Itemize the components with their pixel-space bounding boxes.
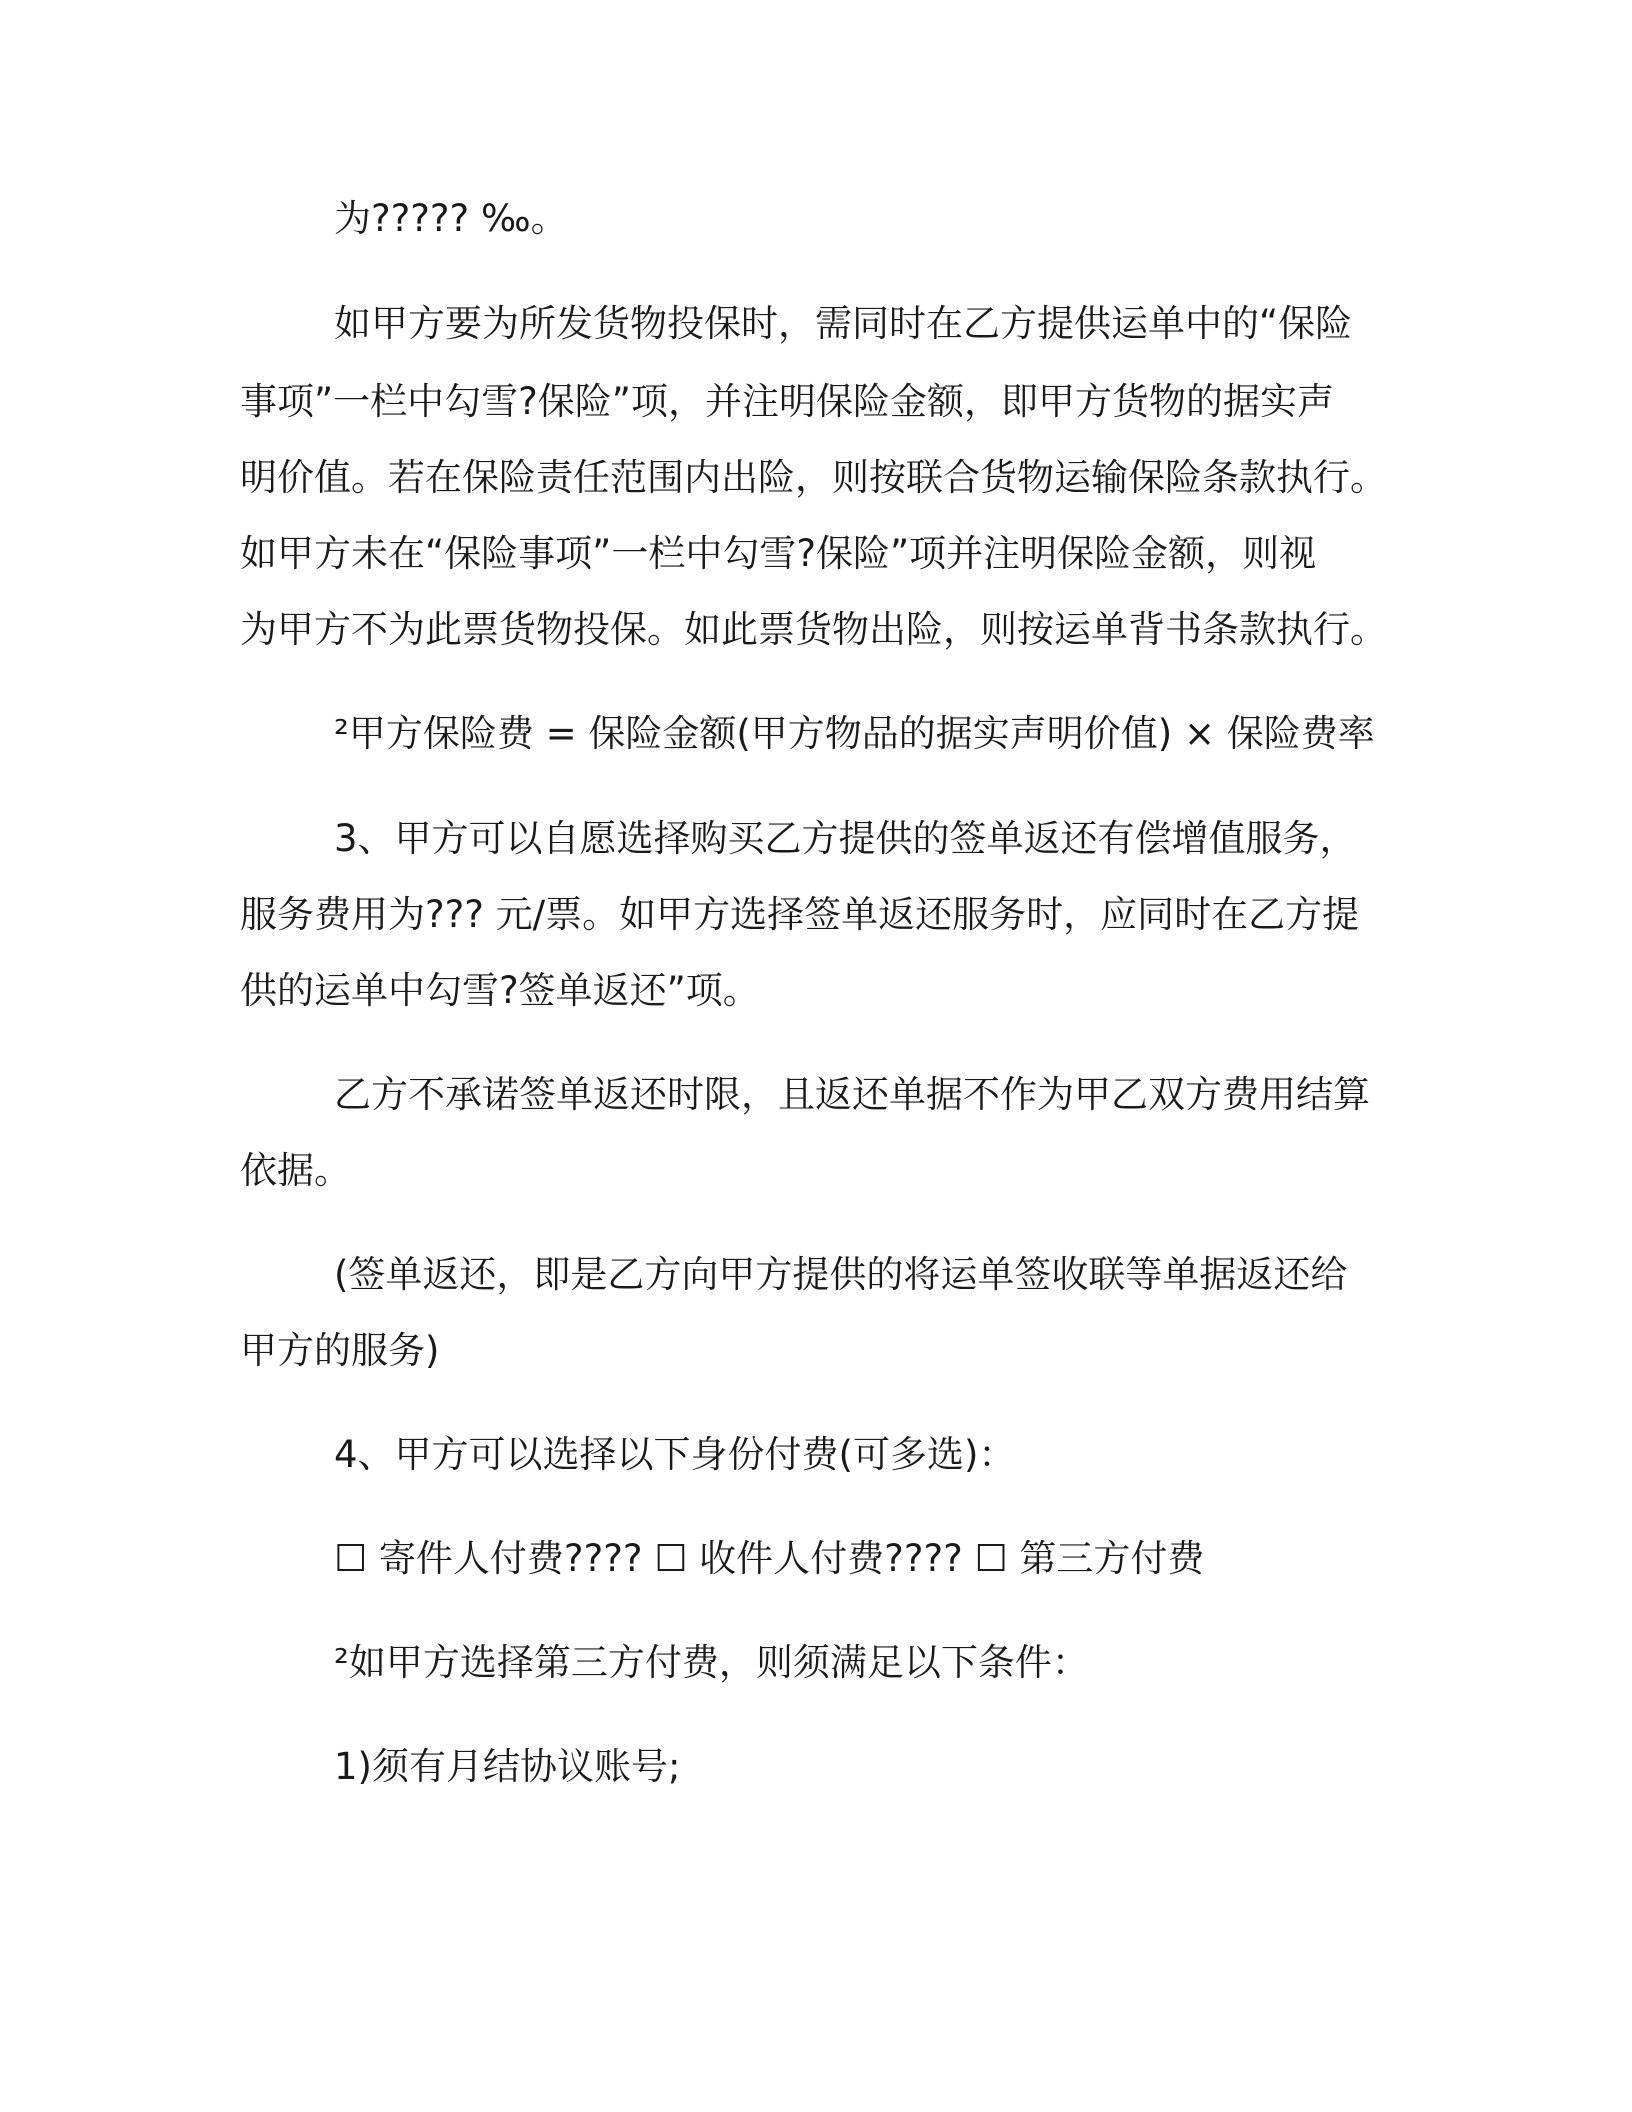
text-line: 4、甲方可以选择以下身份付费(可多选)： [334, 1433, 1016, 1476]
text-line: ²如甲方选择第三方付费，则须满足以下条件： [334, 1641, 1089, 1684]
text-line: 事项”一栏中勾雪?保险”项，并注明保险金额，即甲方货物的据实声 [240, 380, 1334, 423]
text-line: 为甲方不为此票货物投保。如此票货物出险，则按运单背书条款执行。 [240, 608, 1387, 651]
text-line: 乙方不承诺签单返还时限，且返还单据不作为甲乙双方费用结算 [334, 1073, 1370, 1116]
text-line: 依据。 [240, 1149, 351, 1192]
text-line: 供的运单中勾雪?签单返还”项。 [240, 969, 760, 1012]
text-line: 甲方的服务) [240, 1329, 440, 1372]
premium-formula-line: ²甲方保险费 = 保险金额(甲方物品的据实声明价值) × 保险费率 [334, 712, 1375, 755]
text-line: 如甲方要为所发货物投保时，需同时在乙方提供运单中的“保险 [334, 302, 1353, 345]
text-line: 1)须有月结协议账号; [334, 1745, 681, 1788]
text-line: (签单返还，即是乙方向甲方提供的将运单签收联等单据返还给 [334, 1253, 1348, 1296]
text-line: 明价值。若在保险责任范围内出险，则按联合货物运输保险条款执行。 [240, 456, 1387, 499]
text-line: 为????? ‰。 [334, 197, 568, 240]
text-line: 3、甲方可以自愿选择购买乙方提供的签单返还有偿增值服务， [334, 817, 1357, 860]
payment-options-line: ☐ 寄件人付费???? ☐ 收件人付费???? ☐ 第三方付费 [334, 1537, 1205, 1580]
text-line: 如甲方未在“保险事项”一栏中勾雪?保险”项并注明保险金额，则视 [240, 532, 1317, 575]
text-line: 服务费用为??? 元/票。如甲方选择签单返还服务时，应同时在乙方提 [240, 893, 1360, 936]
